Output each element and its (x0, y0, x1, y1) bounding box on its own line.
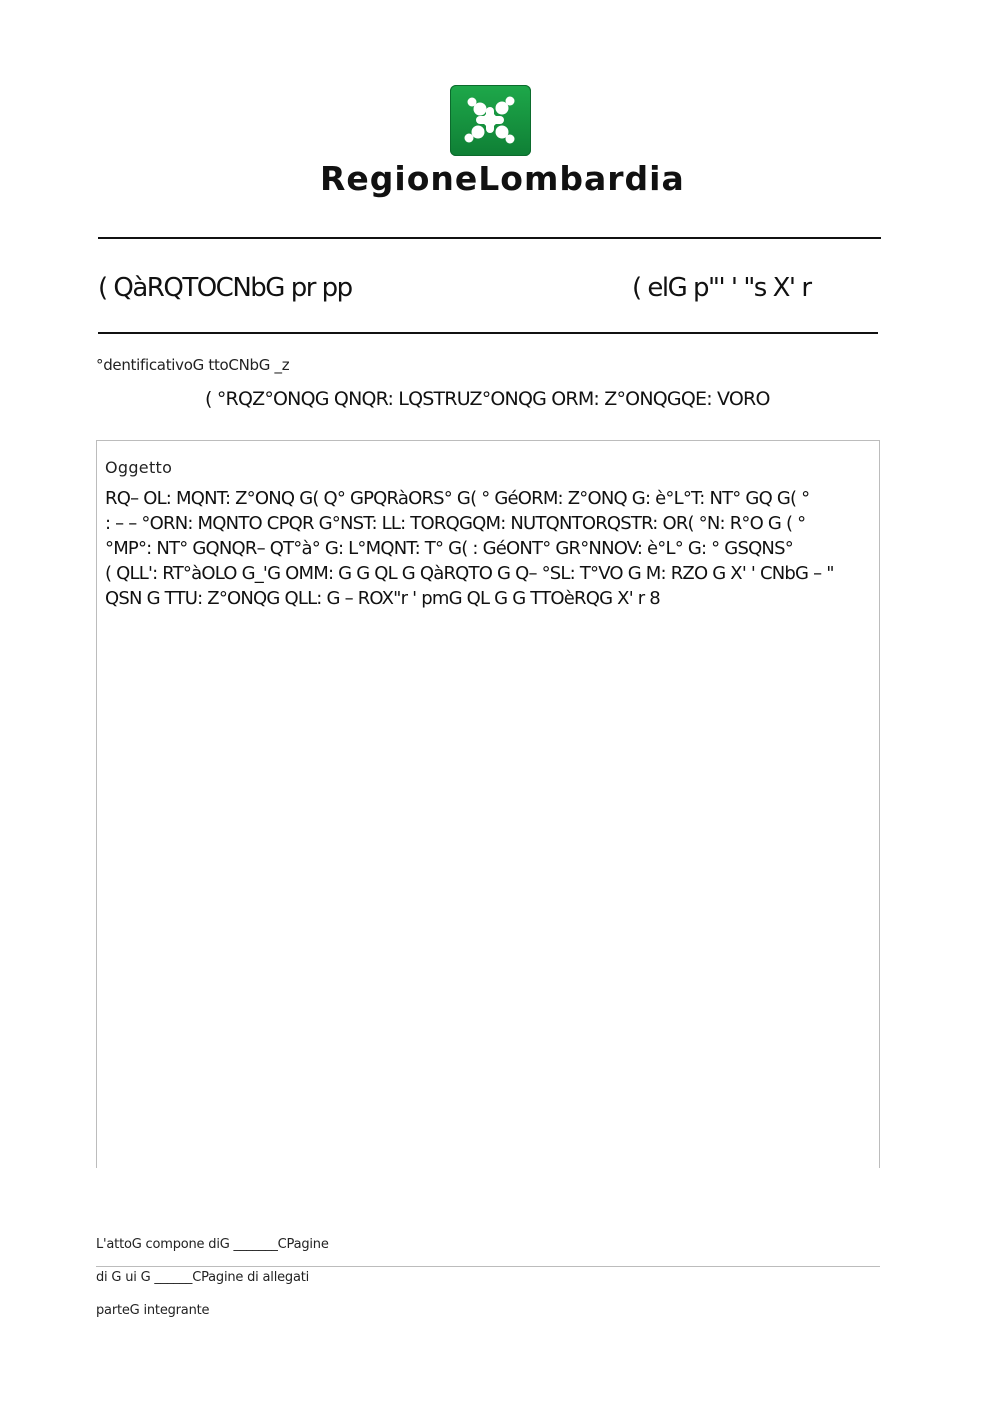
integral-part-text: parteG integrante (96, 1303, 210, 1318)
subject-text (105, 486, 875, 611)
lombardy-rose-icon (450, 85, 531, 156)
department-title: ( °RQZ°ONQG QNQR: LQSTRUZ°ONQG ORM: Z°ONQGQE: VORO (205, 388, 770, 410)
document-number: ( QàRQTOCNbG pr pp (98, 273, 352, 303)
subject-line: RQ– OL: MQNT: Z°ONQ G( Q° GPQRàORS° G( ° GéORM: Z°ONQ G: è°L°T: NT° GQ G( ° (105, 488, 810, 509)
subject-line: QSN G TTU: Z°ONQG QLL: G – ROX"r ' pmG QL G G TTOèRQG X' r 8 (105, 588, 660, 609)
footer-divider (96, 1266, 880, 1267)
act-identifier: °dentificativoG ttoCNbG _z (96, 356, 290, 374)
subject-box (96, 440, 880, 1168)
page-count-text: L'attoG compone diG _______CPagine (96, 1237, 329, 1252)
subject-line: °MP°: NT° GQNQR– QT°à° G: L°MQNT: T° G( : GéONT° GR°NNOV: è°L° G: ° GSQNS° (105, 538, 793, 559)
regione-lombardia-logo (0, 85, 1000, 200)
subject-label: Oggetto (105, 458, 173, 477)
document-date: ( elG p"' ' "s X' r (632, 273, 811, 303)
top-divider (98, 237, 881, 239)
attachment-count-text: di G ui G ______CPagine di allegati (96, 1270, 310, 1285)
header-divider (98, 332, 878, 334)
logo-wordmark: RegioneLombardia (320, 159, 685, 198)
subject-line: ( QLL': RT°àOLO G_'G OMM: G G QL G QàRQTO G Q– °SL: T°VO G M: RZO G X' ' CNbG – " (105, 563, 834, 584)
subject-line: : – – °ORN: MQNTO CPQR G°NST: LL: TORQGQM: NUTQNTORQSTR: OR( °N: R°O G ( ° (105, 513, 806, 534)
